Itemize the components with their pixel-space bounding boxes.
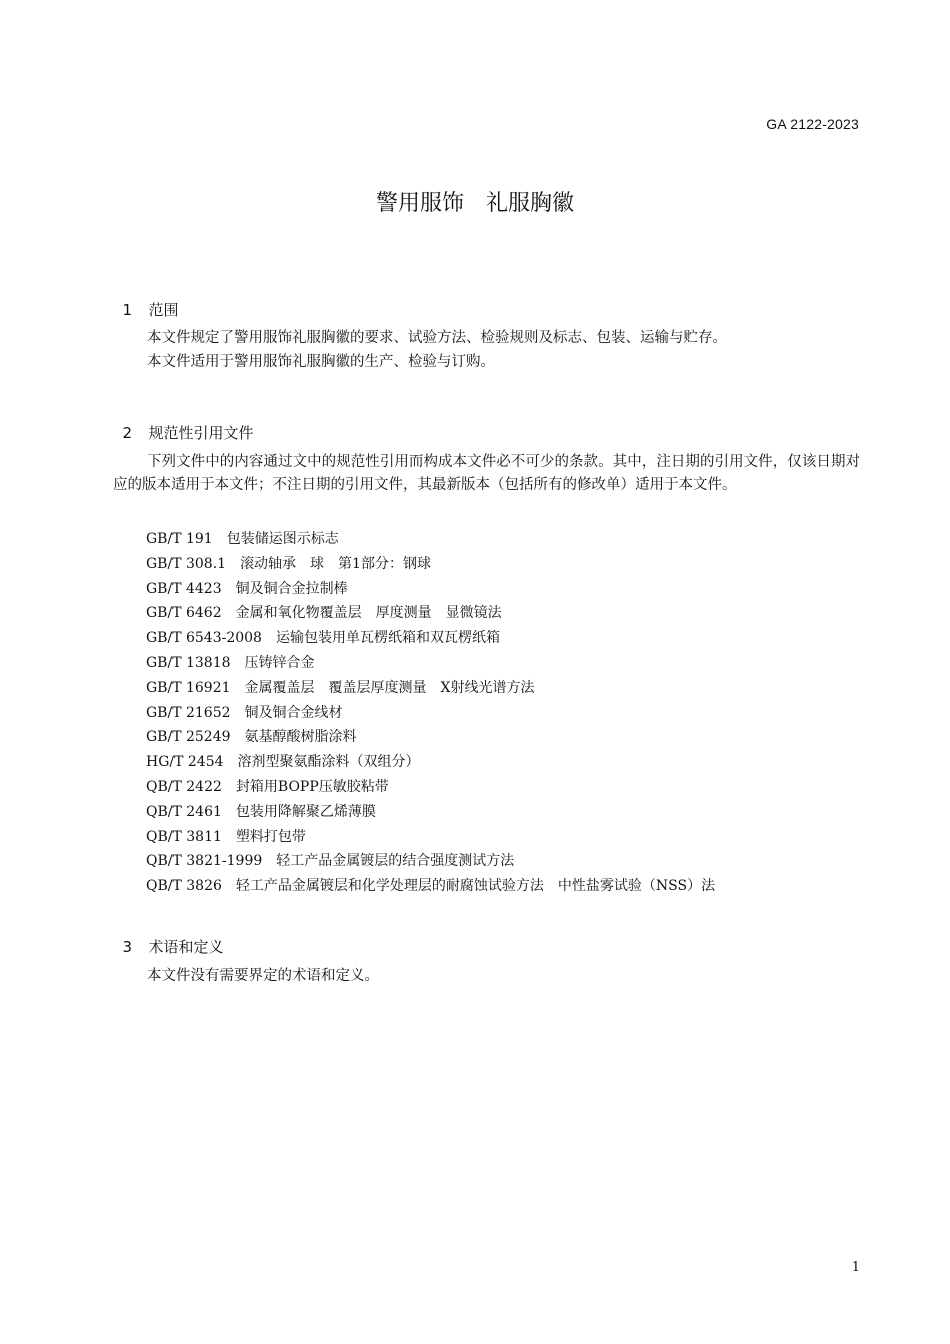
reference-code: GB/T 21652 <box>146 704 231 721</box>
page-number: 1 <box>851 1260 860 1275</box>
reference-title: 铜及铜合金线材 <box>244 704 343 721</box>
reference-title: 轻工产品金属镀层和化学处理层的耐腐蚀试验方法 中性盐雾试验（NSS）法 <box>235 878 716 895</box>
reference-item <box>146 825 715 850</box>
reference-code: GB/T 13818 <box>146 654 231 671</box>
section-title: 范围 <box>148 301 179 319</box>
reference-title: 包装储运图示标志 <box>226 531 339 547</box>
reference-item <box>146 800 715 825</box>
reference-item <box>146 577 715 602</box>
reference-code: GB/T 16921 <box>146 679 231 696</box>
reference-item <box>146 750 715 775</box>
reference-title: 运输包装用单瓦楞纸箱和双瓦楞纸箱 <box>275 630 500 647</box>
reference-title: 铜及铜合金拉制棒 <box>235 580 348 597</box>
section-number: 1 <box>122 301 133 319</box>
reference-code: QB/T 2422 <box>146 778 222 795</box>
section-title: 术语和定义 <box>148 938 224 956</box>
scope-paragraph-2: 本文件适用于警用服饰礼服胸徽的生产、检验与订购。 <box>147 354 495 370</box>
reference-title: 包装用降解聚乙烯薄膜 <box>235 803 376 820</box>
reference-code: GB/T 6462 <box>146 605 222 622</box>
terms-paragraph: 本文件没有需要界定的术语和定义。 <box>147 968 379 984</box>
reference-item <box>146 552 715 577</box>
reference-item <box>146 676 715 701</box>
reference-code: QB/T 3826 <box>146 878 222 895</box>
reference-code: QB/T 3821-1999 <box>146 853 263 870</box>
section-heading-normative-references <box>113 404 254 443</box>
section-number: 3 <box>122 938 133 956</box>
reference-code: GB/T 6543-2008 <box>146 630 262 647</box>
reference-code: GB/T 308.1 <box>146 555 227 572</box>
reference-item <box>146 849 715 874</box>
reference-item <box>146 874 715 899</box>
document-title: 警用服饰 礼服胸徽 <box>375 191 574 216</box>
reference-item <box>146 701 715 726</box>
section-heading-scope <box>113 281 179 320</box>
reference-item <box>146 601 715 626</box>
reference-code: QB/T 3811 <box>146 828 222 845</box>
reference-title: 封箱用BOPP压敏胶粘带 <box>235 778 389 795</box>
reference-title: 氨基醇酸树脂涂料 <box>244 729 357 746</box>
references-intro-paragraph: 下列文件中的内容通过文中的规范性引用而构成本文件必不可少的条款。其中，注日期的引用文件，仅该日期对应的版本适用于本文件；不注日期的引用文件，其最新版本（包括所有的修改单）适用于本文件。 <box>113 454 860 493</box>
reference-item <box>146 725 715 750</box>
reference-item <box>146 775 715 800</box>
reference-item <box>146 651 715 676</box>
reference-title: 溶剂型聚氨酯涂料（双组分） <box>237 754 420 771</box>
reference-code: QB/T 2461 <box>146 803 222 820</box>
reference-title: 塑料打包带 <box>235 828 306 845</box>
reference-code: HG/T 2454 <box>146 754 224 771</box>
standard-code: GA 2122-2023 <box>766 116 859 132</box>
reference-item <box>146 527 715 552</box>
reference-code: GB/T 191 <box>146 531 213 547</box>
reference-title: 金属和氧化物覆盖层 厚度测量 显微镜法 <box>235 605 502 622</box>
section-number: 2 <box>122 424 133 442</box>
reference-code: GB/T 25249 <box>146 729 231 746</box>
reference-title: 轻工产品金属镀层的结合强度测试方法 <box>276 853 515 870</box>
reference-item <box>146 626 715 651</box>
scope-paragraph-1: 本文件规定了警用服饰礼服胸徽的要求、试验方法、检验规则及标志、包装、运输与贮存。 <box>147 330 727 346</box>
section-title: 规范性引用文件 <box>148 424 254 442</box>
reference-list <box>146 527 715 899</box>
reference-title: 金属覆盖层 覆盖层厚度测量 X射线光谱方法 <box>244 679 535 696</box>
reference-title: 压铸锌合金 <box>244 654 315 671</box>
section-heading-terms-definitions <box>113 918 224 957</box>
reference-title: 滚动轴承 球 第1部分：钢球 <box>240 555 431 572</box>
reference-code: GB/T 4423 <box>146 580 222 597</box>
